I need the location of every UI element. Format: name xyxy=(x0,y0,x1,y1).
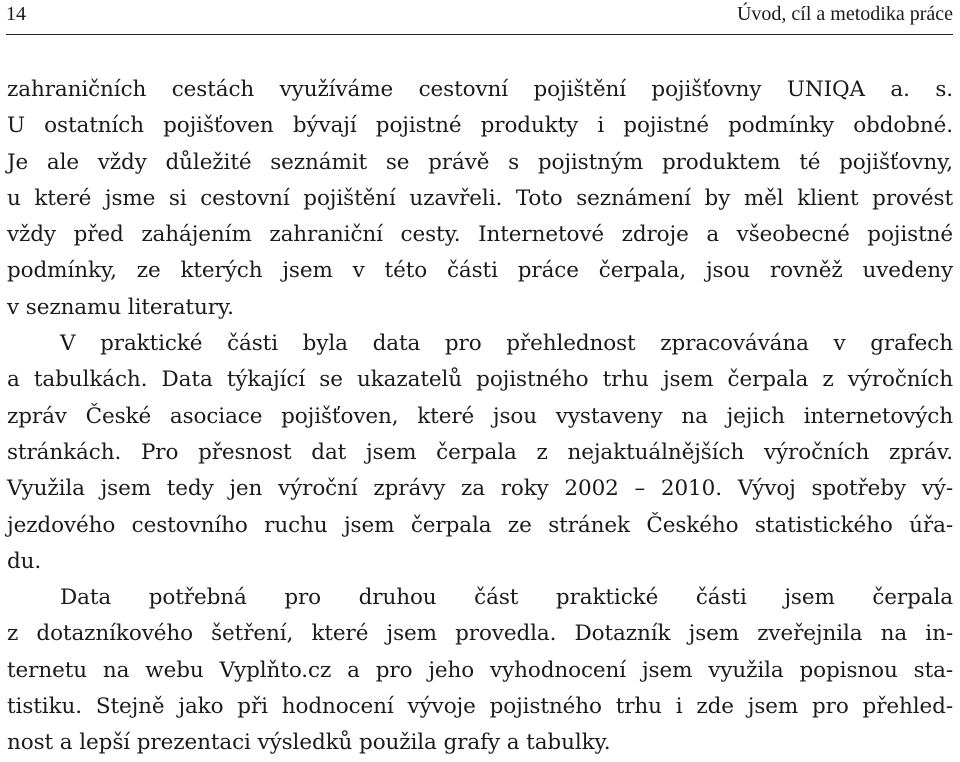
text-line: Je ale vždy důležité seznámit se právě s pojistným produktem té pojišťovny, xyxy=(7,149,953,175)
text-line: z dotazníkového šetření, které jsem provedla. Dotazník jsem zveřejnila na in- xyxy=(7,621,953,647)
running-title: Úvod, cíl a metodika práce xyxy=(736,3,953,25)
text-line: nost a lepší prezentaci výsledků použila grafy a tabulky. xyxy=(7,730,611,756)
paragraph-3 xyxy=(7,580,953,761)
text-line: du. xyxy=(7,548,42,574)
page-number: 14 xyxy=(6,3,26,25)
text-line: stránkách. Pro přesnost dat jsem čerpala z nejaktuálnějších výročních zpráv. xyxy=(7,439,953,465)
paragraph-1 xyxy=(7,72,953,326)
text-line: Využila jsem tedy jen výroční zprávy za roky 2002 – 2010. Vývoj spotřeby vý- xyxy=(7,476,953,502)
text-line: v seznamu literatury. xyxy=(7,294,234,320)
page-header xyxy=(6,0,953,35)
text-line: podmínky, ze kterých jsem v této části práce čerpala, jsou rovněž uvedeny xyxy=(7,258,953,284)
text-line: jezdového cestovního ruchu jsem čerpala ze stránek Českého statistického úřa- xyxy=(7,512,953,538)
text-line: zpráv České asociace pojišťoven, které jsou vystaveny na jejich internetových xyxy=(7,403,953,429)
text-line: vždy před zahájením zahraniční cesty. Internetové zdroje a všeobecné pojistné xyxy=(7,222,953,248)
text-line: zahraničních cestách využíváme cestovní pojištění pojišťovny UNIQA a. s. xyxy=(7,77,953,102)
text-line: u které jsme si cestovní pojištění uzavřeli. Toto seznámení by měl klient provést xyxy=(7,185,953,211)
text-line: tistiku. Stejně jako při hodnocení vývoje pojistného trhu i zde jsem pro přehled- xyxy=(7,694,953,720)
text-line: a tabulkách. Data týkající se ukazatelů pojistného trhu jsem čerpala z výročních xyxy=(7,367,953,393)
text-line: U ostatních pojišťoven bývají pojistné produkty i pojistné podmínky obdobné. xyxy=(7,113,953,139)
text-line: Data potřebná pro druhou část praktické části jsem čerpala xyxy=(60,585,953,611)
paragraph-2 xyxy=(7,326,953,580)
text-line: V praktické části byla data pro přehlednost zpracovávána v grafech xyxy=(60,331,953,357)
text-line: ternetu na webu Vyplňto.cz a pro jeho vyhodnocení jsem využila popisnou sta- xyxy=(7,657,953,683)
body-text xyxy=(7,72,953,762)
